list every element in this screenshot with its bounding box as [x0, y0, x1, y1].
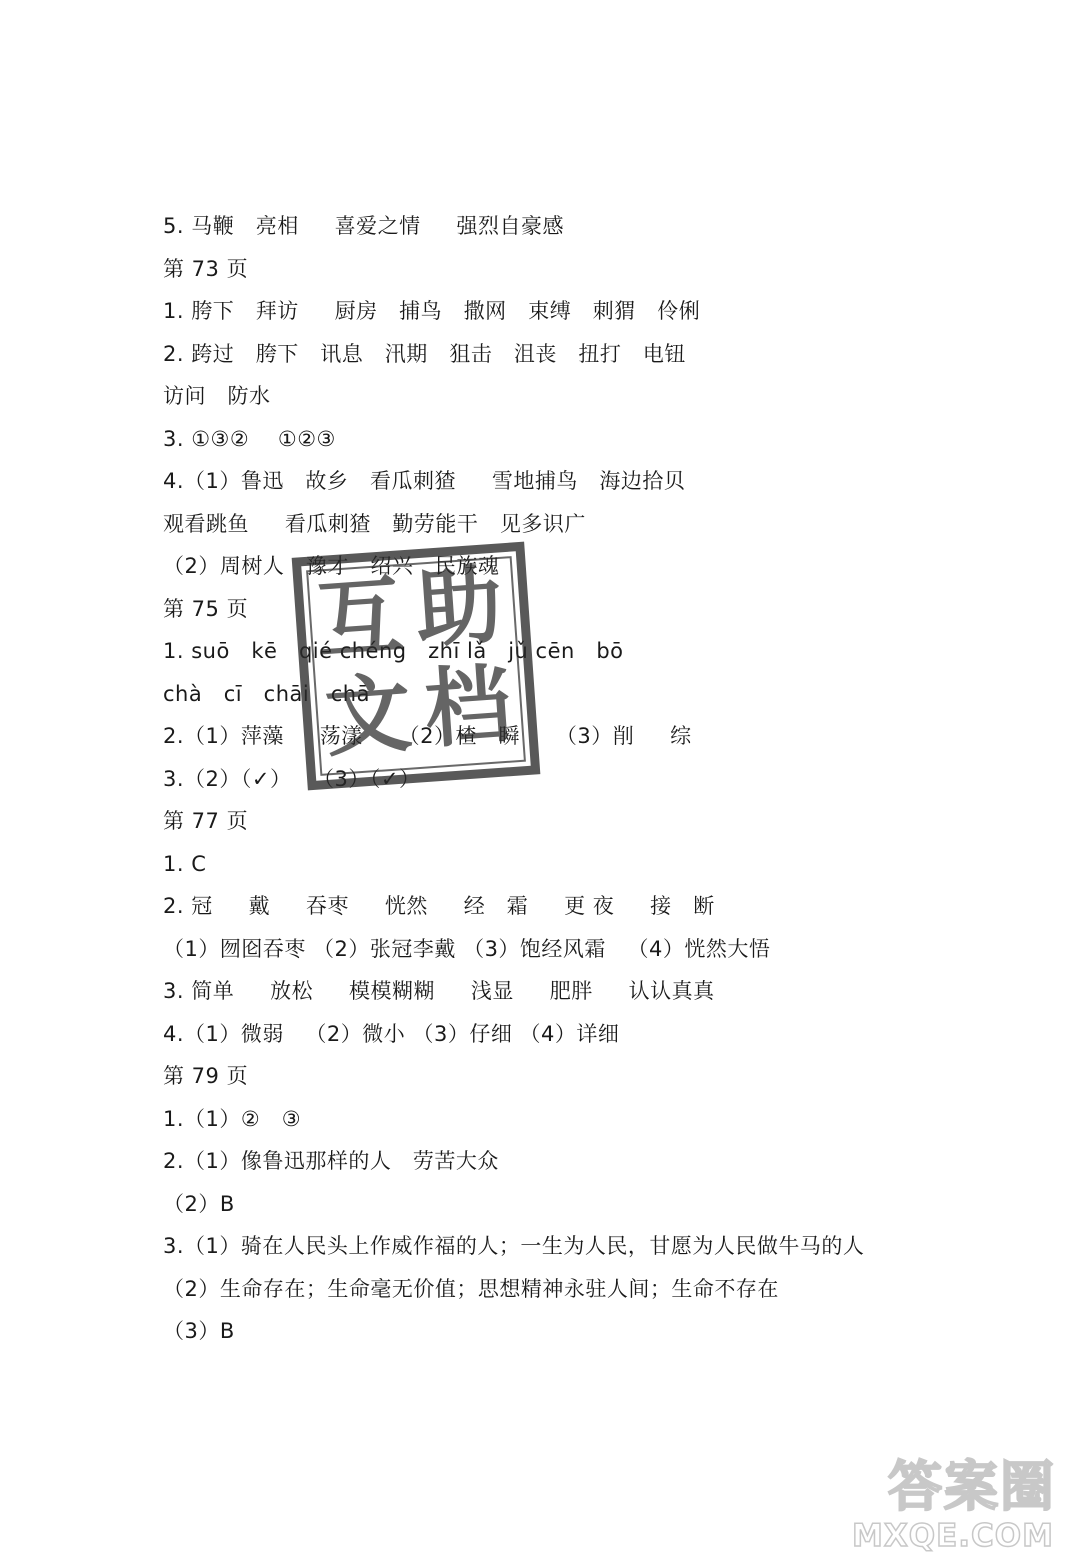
answer-line: （2）B: [163, 1191, 235, 1216]
site-watermark: [851, 1444, 1066, 1554]
answer-content: [163, 205, 1023, 1353]
answer-line: 4.（1）鲁迅 故乡 看瓜刺猹 雪地捕鸟 海边拾贝: [163, 469, 686, 493]
answer-line: （3）B: [163, 1319, 235, 1343]
answer-line: 3. 简单 放松 模模糊糊 浅显 肥胖 认认真真: [163, 979, 715, 1003]
answer-line: 观看跳鱼 看瓜刺猹 勤劳能干 见多识广: [163, 511, 586, 536]
watermark-domain: MXQE.COM: [851, 1518, 1054, 1554]
stamp-char: 互: [313, 565, 406, 672]
answer-line: 2.（1）萍藻 荡漾 （2）楂 瞬 （3）削 综: [163, 724, 692, 748]
answer-line: 2. 冠 戴 吞枣 恍然 经 霜 更 夜 接 断: [163, 894, 715, 918]
answer-line: chà cī chāi chā: [163, 681, 370, 706]
answer-line: 1.（1）② ③: [163, 1106, 302, 1131]
stamp-char: 档: [421, 654, 515, 761]
answer-line: 3.（1）骑在人民头上作威作福的人；一生为人民，甘愿为人民做牛马的人: [163, 1234, 865, 1258]
answer-line: 3. ①③② ①②③: [163, 426, 336, 451]
answer-line: 1. 胯下 拜访 厨房 捕鸟 撒网 束缚 刺猬 伶俐: [163, 299, 701, 323]
answer-line: 1. C: [163, 851, 207, 876]
stamp-char: 文: [322, 663, 415, 770]
answer-line: （1）囫囵吞枣 （2）张冠李戴 （3）饱经风霜 （4）恍然大悟: [163, 936, 771, 961]
answer-line: 2.（1）像鲁迅那样的人 劳苦大众: [163, 1149, 499, 1173]
answer-line: 2. 跨过 胯下 讯息 汛期 狙击 沮丧 扭打 电钮: [163, 341, 686, 366]
answer-line: 访问 防水: [163, 384, 271, 408]
watermark-logo: 答案圈: [888, 1455, 1056, 1518]
page-heading: 第 77 页: [163, 809, 249, 833]
answer-line: 5. 马鞭 亮相 喜爱之情 强烈自豪感: [163, 214, 564, 238]
page-heading: 第 79 页: [163, 1064, 249, 1088]
answer-line: 3.（2）（✓） （3）（✓）: [163, 766, 421, 791]
answer-line: 1. suō kē qié chéng zhī lǎ jǔ cēn bō: [163, 639, 624, 663]
page-heading: 第 73 页: [163, 256, 249, 281]
page-heading: 第 75 页: [163, 596, 249, 621]
answer-line: （2）周树人 豫才 绍兴 民族魂: [163, 554, 500, 578]
answer-line: （2）生命存在；生命毫无价值；思想精神永驻人间；生命不存在: [163, 1276, 779, 1301]
stamp-char: 助: [412, 554, 506, 661]
answer-line: 4.（1）微弱 （2）微小 （3）仔细 （4）详细: [163, 1021, 620, 1046]
